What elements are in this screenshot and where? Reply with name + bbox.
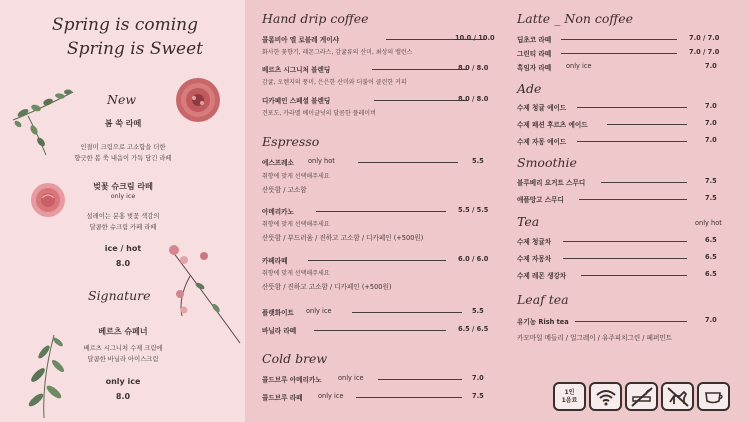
wifi-icon — [589, 382, 622, 411]
menu-item: 카페라떼 6.0 / 6.0 — [262, 255, 489, 265]
signature-section-title: Signature — [88, 288, 151, 303]
smoothie-section-title: Smoothie — [517, 155, 577, 170]
signature-item-name: 베르츠 슈페너 — [98, 327, 148, 336]
new-item1-desc1: 인절미 크림으로 고소함을 더한 — [80, 144, 166, 151]
menu-item: 그린티 라떼 7.0 / 7.0 — [517, 48, 720, 58]
menu-item: 아메리카노 5.5 / 5.5 — [262, 206, 489, 216]
menu-item: 딥초코 라떼 7.0 / 7.0 — [517, 34, 720, 44]
menu-item-options: 산뜻함 / 부드러움 / 진하고 고소함 / 디카페인 (+500원) — [262, 234, 424, 242]
menu-item: 수제 자몽차 6.5 — [517, 253, 717, 263]
menu-item: 에스프레소 only hot 5.5 — [262, 157, 484, 167]
menu-item: 수제 자몽 에이드 7.0 — [517, 136, 717, 146]
menu-item: 디카페인 스페셜 블렌딩 8.0 / 8.0 — [262, 95, 489, 105]
menu-item-desc: 화사한 꽃향기, 레몬그라스, 감귤류의 산미, 최상의 밸런스 — [262, 49, 413, 56]
signature-price: 8.0 — [115, 392, 131, 401]
menu-item: 수제 레몬 생강차 6.5 — [517, 270, 717, 280]
menu-item-note: 취향에 맞게 선택해주세요 — [262, 270, 330, 277]
latte-non-coffee-section-title: Latte _ Non coffee — [517, 11, 634, 26]
menu-item-options: 산뜻함 / 진하고 고소함 / 디카페인 (+500원) — [262, 283, 392, 291]
menu-item-desc: 감귤, 오렌지의 풍미, 은은한 산미와 더불어 클린한 커피 — [262, 79, 407, 86]
headline-line1: Spring is coming — [51, 15, 199, 35]
menu-item-note: 취향에 맞게 선택해주세요 — [262, 173, 330, 180]
no-smoking-icon — [625, 382, 658, 411]
menu-item: 블루베리 요거트 스무디 7.5 — [517, 177, 717, 187]
menu-item: 유기농 Rish tea 7.0 — [517, 316, 717, 326]
menu-item: 수제 패션 후르츠 에이드 7.0 — [517, 119, 717, 129]
new-item2-name: 벚꽃 슈크림 라떼 — [93, 182, 153, 191]
menu-item: 베르츠 시그니처 블렌딩 8.0 / 8.0 — [262, 64, 489, 74]
menu-item: 수제 청귤차 6.5 — [517, 236, 717, 246]
menu-item: 콜드브루 아메리카노 only ice 7.0 — [262, 374, 484, 384]
new-section-title: New — [107, 92, 137, 107]
signature-temp: only ice — [105, 377, 141, 386]
new-item2-desc2: 달콤한 슈크림 카페 라떼 — [89, 224, 157, 231]
signature-desc1: 베르츠 시그니처 수제 크림에 — [83, 345, 163, 352]
espresso-section-title: Espresso — [262, 134, 320, 149]
hand-drip-section-title: Hand drip coffee — [262, 11, 369, 26]
ade-section-title: Ade — [517, 81, 542, 96]
menu-item: 수제 청귤 에이드 7.0 — [517, 102, 717, 112]
cold-brew-section-title: Cold brew — [262, 351, 328, 366]
dried-flower-illustration — [172, 74, 224, 126]
menu-item: 콜롬비아 엘 로블레 게이샤 10.0 / 10.0 — [262, 34, 495, 44]
eucalyptus-branch-illustration — [8, 80, 78, 160]
new-item1-desc2: 향긋한 봄 쑥 내음이 가득 담긴 라떼 — [74, 155, 172, 162]
menu-item: 흑임자 라떼 only ice 7.0 — [517, 62, 717, 72]
menu-item: 애플망고 스무디 7.5 — [517, 194, 717, 204]
tea-section-title: Tea — [517, 214, 540, 229]
cup-icon — [697, 382, 730, 411]
new-price: 8.0 — [115, 259, 131, 268]
new-item2-sub: only ice — [110, 193, 136, 200]
leaf-sprig-illustration — [14, 330, 74, 420]
signature-desc2: 달콤한 바닐라 아이스크림 — [87, 356, 159, 363]
no-pets-icon — [661, 382, 694, 411]
menu-item-options: 산뜻함 / 고소함 — [262, 186, 307, 194]
rose-illustration — [28, 180, 68, 220]
one-drink-per-person-icon: 1인 1음료 — [553, 382, 586, 411]
tea-tag: only hot — [695, 219, 722, 227]
leaf-tea-options: 카모마일 메들리 / 얼그레이 / 유주피치그린 / 페퍼민트 — [517, 334, 673, 342]
menu-item-desc: 견포도, 카라멜 베이글넛의 달콤한 플레이버 — [262, 110, 376, 117]
headline-line2: Spring is Sweet — [66, 39, 204, 59]
menu-item: 플랫화이트 only ice 5.5 — [262, 307, 484, 317]
new-temp: ice / hot — [104, 244, 142, 253]
menu-item-note: 취향에 맞게 선택해주세요 — [262, 221, 330, 228]
new-item1-name: 봄 쑥 라떼 — [104, 119, 142, 128]
menu-item: 콜드브루 라떼 only ice 7.5 — [262, 392, 484, 402]
leaf-tea-section-title: Leaf tea — [517, 292, 569, 307]
new-item2-desc1: 설레이는 분홍 벚꽃 색감의 — [86, 213, 160, 220]
menu-item: 바닐라 라떼 6.5 / 6.5 — [262, 325, 489, 335]
